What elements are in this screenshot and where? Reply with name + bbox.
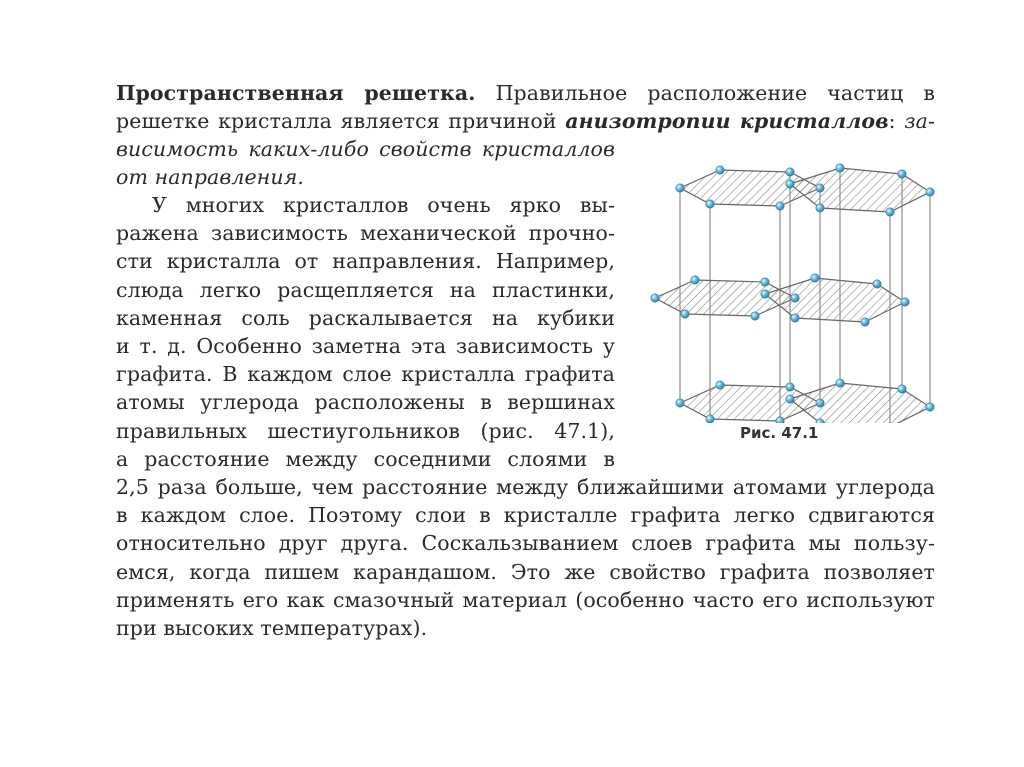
carbon-atom <box>761 278 769 286</box>
carbon-atom <box>776 202 784 210</box>
carbon-atom <box>706 415 714 423</box>
carbon-atom <box>786 180 794 188</box>
paragraph2-line: правильных шестиугольников (рис. 47.1), <box>116 418 615 443</box>
key-term-colon: : <box>888 109 896 133</box>
carbon-atom <box>776 417 784 423</box>
carbon-atom <box>836 379 844 387</box>
carbon-atom <box>716 166 724 174</box>
key-term: анизотропии кристаллов <box>565 109 889 133</box>
carbon-atom <box>761 290 769 298</box>
carbon-atom <box>836 164 844 172</box>
carbon-atom <box>898 170 906 178</box>
paragraph1-line2-start: решетке кристалла является причиной <box>116 109 557 133</box>
paragraph2-line: емся, когда пишем карандашом. Это же свойство графита позволяет <box>116 559 935 584</box>
paragraph2-line: У многих кристаллов очень ярко вы- <box>152 193 615 217</box>
paragraph2-line: графита. В каждом слое кристалла графита <box>116 362 615 387</box>
carbon-atom <box>786 395 794 403</box>
paragraph2-line: и т. д. Особенно заметна эта зависимость у <box>116 334 615 358</box>
carbon-atom <box>681 310 689 318</box>
lattice-hexagon-plane <box>765 278 905 322</box>
carbon-atom <box>706 200 714 208</box>
paragraph1-line1 <box>116 79 935 107</box>
paragraph1-line2-end: за- <box>904 109 935 133</box>
paragraph2-line: применять его как смазочный материал (особенно часто его используют <box>116 587 935 612</box>
paragraph2-line: сти кристалла от направления. Например, <box>116 249 615 274</box>
lattice-hexagon-plane <box>790 383 930 423</box>
carbon-atom <box>811 274 819 282</box>
carbon-atom <box>926 188 934 196</box>
carbon-atom <box>898 385 906 393</box>
paragraph2-line: атомы углерода расположены в вершинах <box>116 390 615 415</box>
carbon-atom <box>873 280 881 288</box>
carbon-atom <box>676 184 684 192</box>
paragraph2-line: при высоких температурах). <box>116 616 428 640</box>
carbon-atom <box>676 399 684 407</box>
carbon-atom <box>791 314 799 322</box>
carbon-atom <box>886 208 894 216</box>
carbon-atom <box>691 276 699 284</box>
graphite-lattice-figure <box>640 148 956 423</box>
carbon-atom <box>926 403 934 411</box>
section-title: Пространственная решетка. <box>116 81 476 105</box>
carbon-atom <box>751 312 759 320</box>
paragraph2-line: 2,5 раза больше, чем расстояние между ближайшими атомами углерода <box>116 475 935 499</box>
carbon-atom <box>716 381 724 389</box>
carbon-atom <box>651 294 659 302</box>
carbon-atom <box>861 318 869 326</box>
paragraph1-line2 <box>116 107 935 135</box>
carbon-atom <box>786 168 794 176</box>
paragraph2-line: а расстояние между соседними слоями в <box>116 446 615 471</box>
paragraph2-line: относительно друг друга. Соскальзыванием слоев графита мы пользу- <box>116 531 935 556</box>
figure-caption: Рис. 47.1 <box>740 424 819 442</box>
paragraph2-line: в каждом слое. Поэтому слои в кристалле графита легко сдвигаются <box>116 503 935 528</box>
paragraph2-line: каменная соль раскалывается на кубики <box>116 305 615 330</box>
carbon-atom <box>786 383 794 391</box>
paragraph2-line: ражена зависимость механической прочно- <box>116 221 615 246</box>
paragraph1-line4: от направления. <box>116 165 304 189</box>
paragraph1-line1-text: Правильное расположение частиц в <box>495 81 935 105</box>
carbon-atom <box>901 298 909 306</box>
carbon-atom <box>816 204 824 212</box>
paragraph2-line: слюда легко расщепляется на пластинки, <box>116 277 615 302</box>
paragraph1-line3: висимость каких-либо свойств кристаллов <box>116 137 615 161</box>
lattice-hexagon-plane <box>790 168 930 212</box>
